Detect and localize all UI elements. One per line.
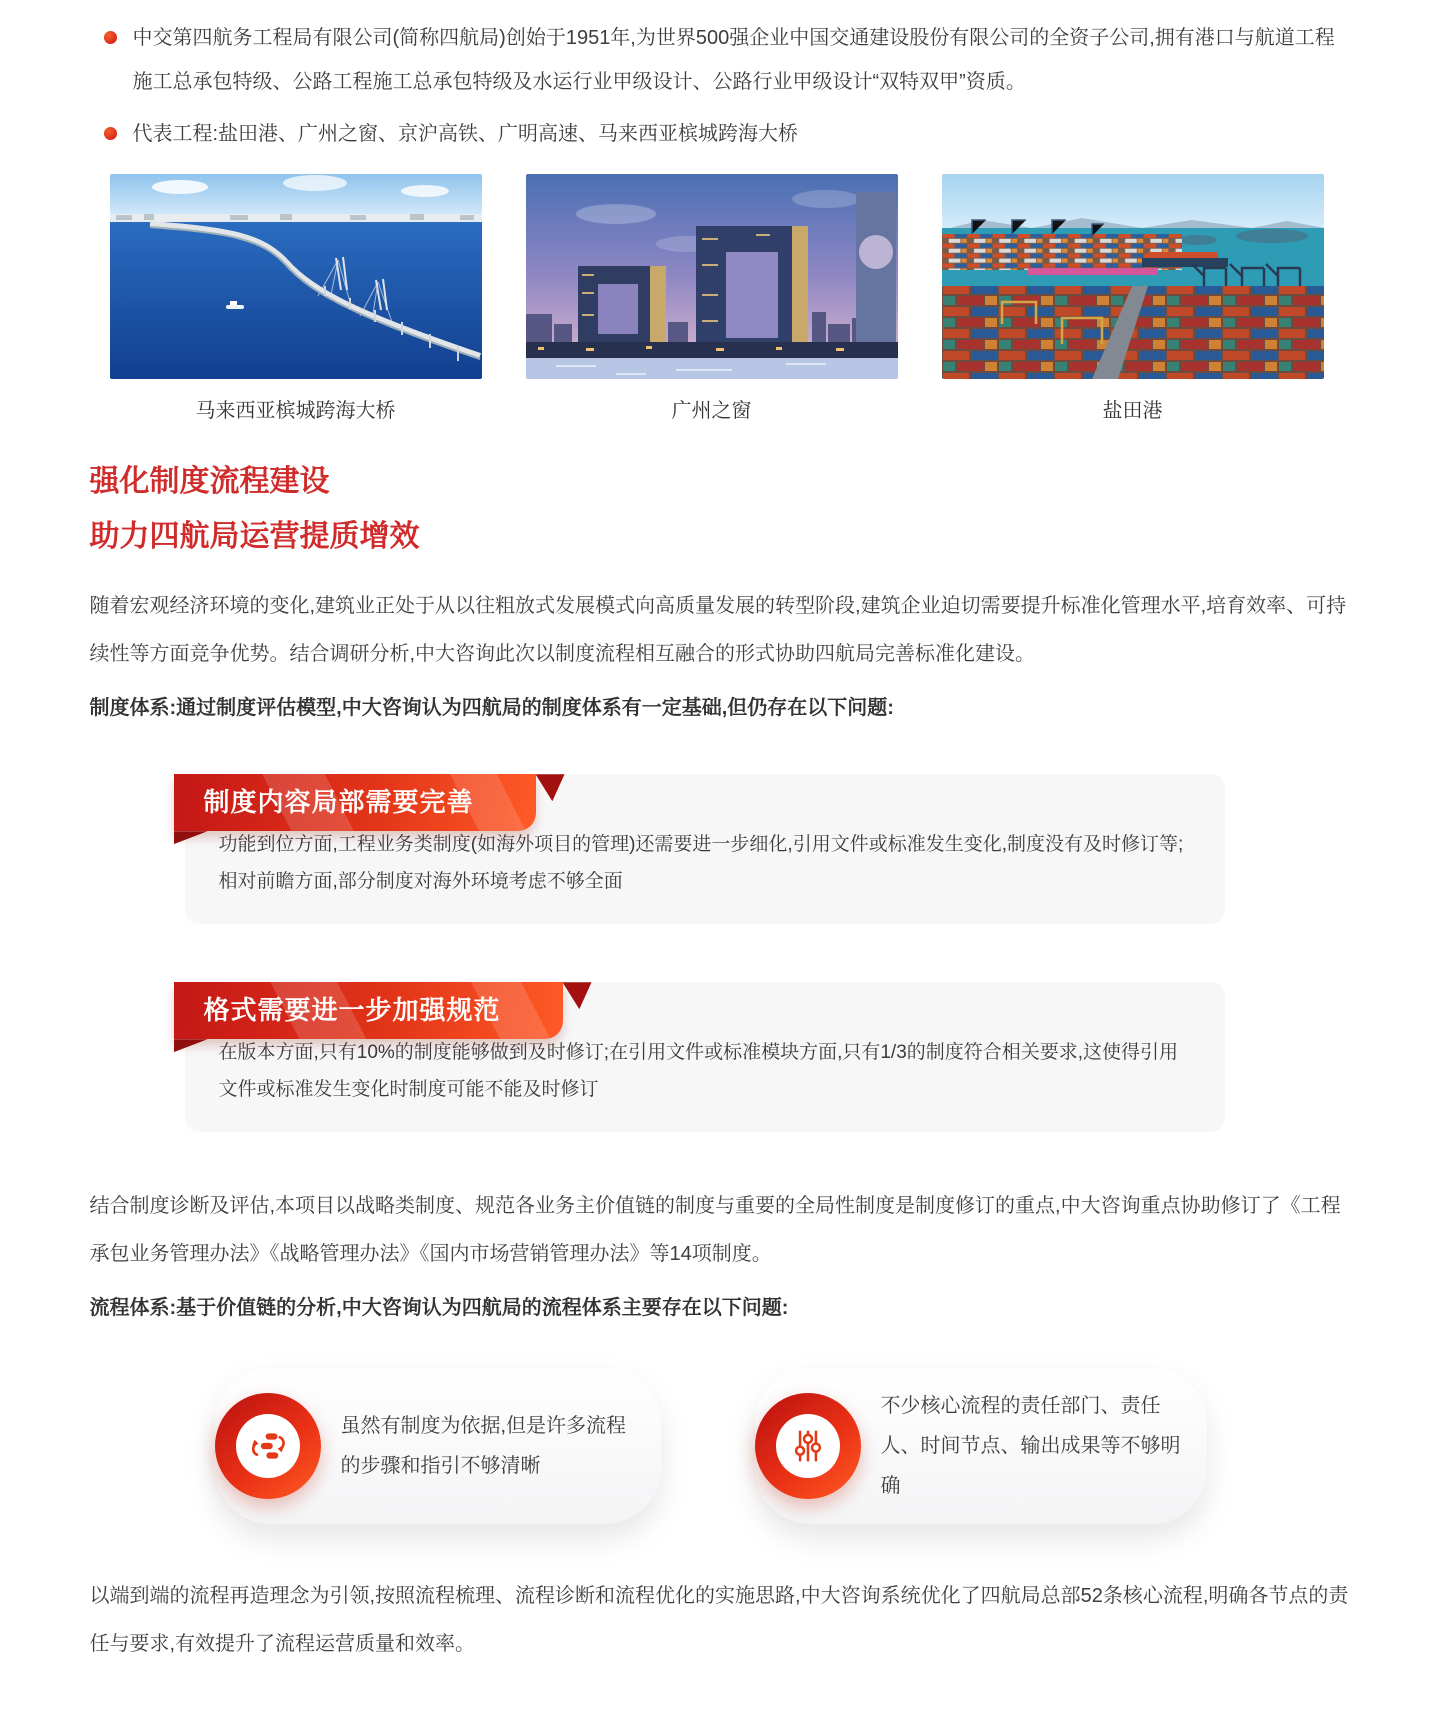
article-page [90,0,1352,1712]
process-issue-text: 虽然有制度为依据,但是许多流程的步骤和指引不够清晰 [340,1415,627,1478]
revision-paragraph: 结合制度诊断及评估,本项目以战略类制度、规范各业务主价值链的制度与重要的全局性制度是制度修订的重点,中大咨询重点协助修订了《工程承包业务管理办法》《战略管理办法》《国内市场营销管理办法》等14项制度。 [89,1195,1341,1266]
process-issue-list [215,1368,1352,1524]
representative-projects-text: 代表工程:盐田港、广州之窗、京沪高铁、广明高速、马来西亚槟城跨海大桥 [132,123,799,145]
intro-bullet-list [90,16,1352,156]
photo-caption: 盐田港 [1102,400,1163,422]
icon-badge [215,1393,321,1499]
process-flow-icon [249,1427,287,1465]
closing-paragraph: 以端到端的流程再造理念为引领,按照流程梳理、流程诊断和流程优化的实施思路,中大咨询系统优化了四航局总部52条核心流程,明确各节点的责任与要求,有效提升了流程运营质量和效率。 [89,1585,1349,1656]
issue-card-format [185,982,1225,1132]
photo-caption: 马来西亚槟城跨海大桥 [195,400,396,422]
icon-badge [755,1393,861,1499]
issue-text: 在版本方面,只有10%的制度能够做到及时修订;在引用文件或标准模块方面,只有1/3的制度符合相关要求,这使得引用文件或标准发生变化时制度可能不能及时修订 [218,1042,1179,1101]
skyscraper-photo [526,174,898,379]
issue-ribbon [174,774,536,831]
photo-caption: 广州之窗 [671,400,752,422]
process-issue-item [755,1368,1207,1524]
gallery-item [942,174,1324,423]
issue-title: 制度内容局部需要完善 [203,787,474,818]
red-dot-icon [104,31,117,44]
issue-card-content [185,774,1225,924]
section-title-line2: 助力四航局运营提质增效 [89,519,420,553]
issue-text: 功能到位方面,工程业务类制度(如海外项目的管理)还需要进一步细化,引用文件或标准发生变化,制度没有及时修订等;相对前瞻方面,部分制度对海外环境考虑不够全面 [218,834,1184,893]
issue-title: 格式需要进一步加强规范 [203,995,501,1026]
intro-paragraph: 随着宏观经济环境的变化,建筑业正处于从以往粗放式发展模式向高质量发展的转型阶段,建筑企业迫切需要提升标准化管理水平,培育效率、可持续性等方面竞争优势。结合调研分析,中大咨询此次以制度流程相互融合的形式协助四航局完善标准化建设。 [89,595,1347,666]
company-intro-text: 中交第四航务工程局有限公司(简称四航局)创始于1951年,为世界500强企业中国交通建设股份有限公司的全资子公司,拥有港口与航道工程施工总承包特级、公路工程施工总承包特级及水运行业甲级设计、公路行业甲级设计“双特双甲”资质。 [132,27,1335,93]
process-issue-text: 不少核心流程的责任部门、责任人、时间节点、输出成果等不够明确 [880,1395,1181,1498]
icon-badge-inner [776,1414,840,1478]
section-title-line1: 强化制度流程建设 [89,465,330,498]
process-lead: 流程体系:基于价值链的分析,中大咨询认为四航局的流程体系主要存在以下问题: [89,1297,789,1320]
gallery-item [526,174,898,423]
list-item [104,16,1352,104]
process-issue-item [215,1368,661,1524]
issue-ribbon [174,982,563,1039]
section-title [90,455,1352,564]
system-lead: 制度体系:通过制度评估模型,中大咨询认为四航局的制度体系有一定基础,但仍存在以下问题: [89,697,894,720]
port-photo [942,174,1324,379]
sliders-icon [789,1427,827,1465]
gallery-item [110,174,482,423]
list-item [104,112,1352,156]
red-dot-icon [104,127,117,140]
icon-badge-inner [236,1414,300,1478]
bridge-photo [110,174,482,379]
project-gallery [110,174,1352,423]
